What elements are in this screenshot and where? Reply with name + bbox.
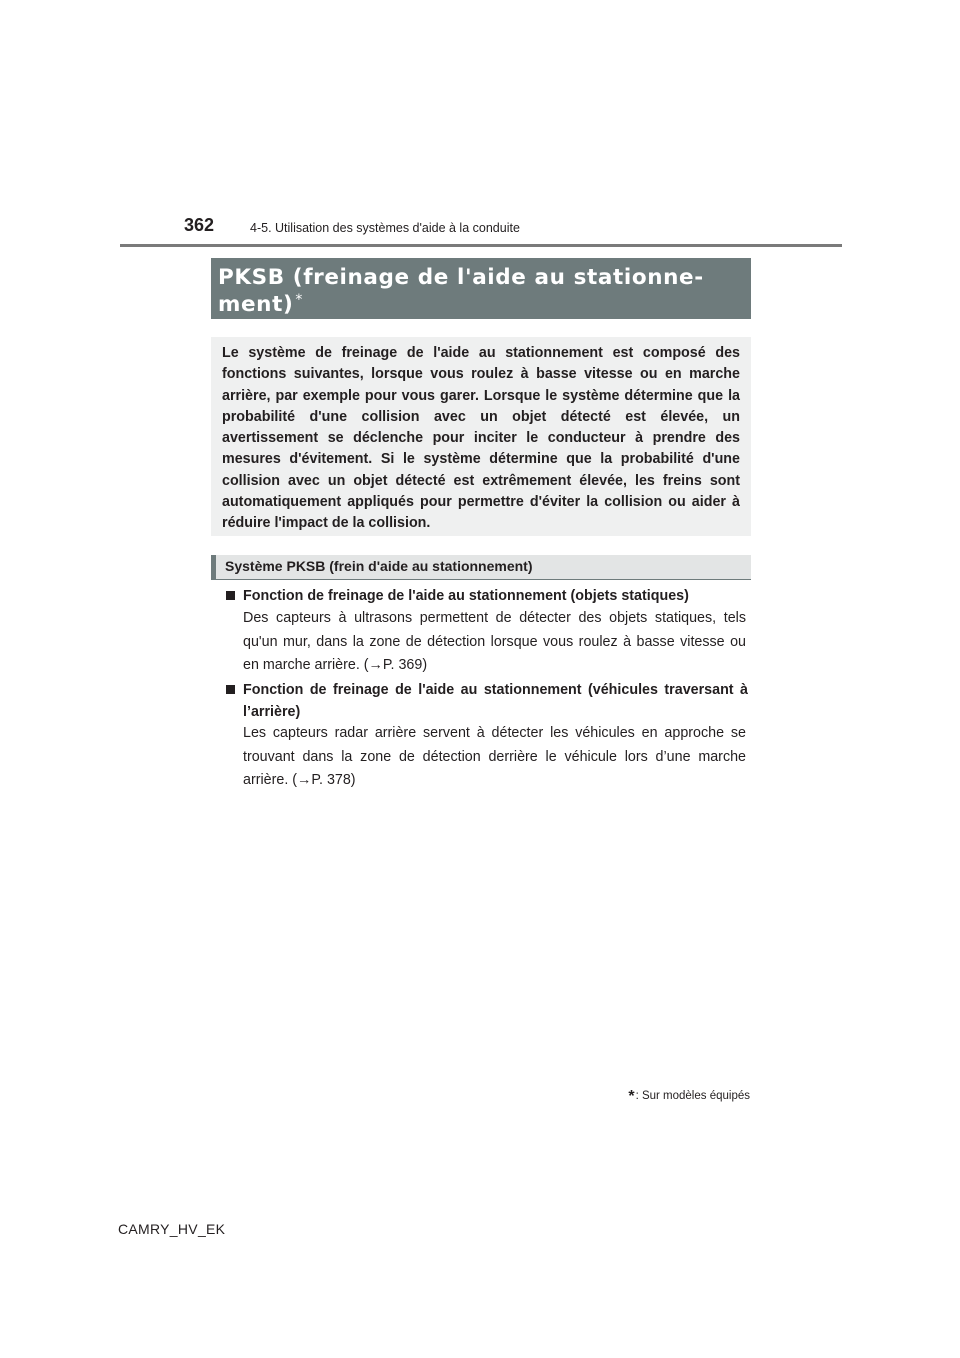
page-title-bar: [211, 258, 751, 319]
document-code: CAMRY_HV_EK: [118, 1221, 226, 1237]
footnote-text: : Sur modèles équipés: [635, 1090, 750, 1102]
title-asterisk: *: [295, 292, 304, 308]
item-body-static-objects: Des capteurs à ultrasons permettent de détecter des objets statiques, tels qu'un mur, dans la zone de détection lorsque vous roulez à basse vitesse ou en marche arrière. (→P. 369): [243, 610, 746, 673]
item-title-text: Fonction de freinage de l'aide au stationnement (véhicules traversant à l’arrière): [243, 682, 748, 720]
subheading-bar: [211, 555, 751, 580]
item-title-text: Fonction de freinage de l'aide au stationnement (objets statiques): [243, 588, 689, 604]
square-bullet-icon: [226, 685, 235, 694]
item-body-rear-crossing: Les capteurs radar arrière servent à détecter les véhicules en approche se trouvant dans la zone de détection derrière le véhicule lors d’une marche arrière. (→P. 378): [243, 725, 746, 788]
footnote-asterisk-icon: *: [628, 1088, 635, 1105]
page-number: 362: [184, 215, 215, 235]
subheading-text: Système PKSB (frein d'aide au stationnement): [225, 558, 533, 574]
item-title-rear-crossing: [226, 680, 748, 723]
page-title-line-2: ment): [218, 292, 294, 317]
intro-box: [211, 337, 751, 536]
footnote: [628, 1086, 750, 1104]
page-title-line-1: PKSB (freinage de l'aide au stationne-: [218, 265, 704, 290]
section-breadcrumb: 4-5. Utilisation des systèmes d'aide à la conduite: [250, 221, 520, 235]
item-title-static-objects: [226, 586, 748, 608]
header-divider: [120, 244, 842, 247]
page-title: [218, 264, 743, 318]
square-bullet-icon: [226, 591, 235, 600]
intro-text: Le système de freinage de l'aide au stationnement est composé des fonctions suivantes, lorsque vous roulez à basse vitesse ou en marche arrière, par exemple pour vous garer. Lorsque le système détermine que la probabilité d'une collision avec un objet détecté est élevée, un avertissement se déclenche pour inciter le conducteur à prendre des mesures d'évitement. Si le système détermine que la probabilité d'une collision avec un objet détecté est extrêmement élevée, les freins sont automatiquement appliqués pour permettre d'éviter la collision ou aider à réduire l'impact de la collision.: [222, 345, 740, 532]
